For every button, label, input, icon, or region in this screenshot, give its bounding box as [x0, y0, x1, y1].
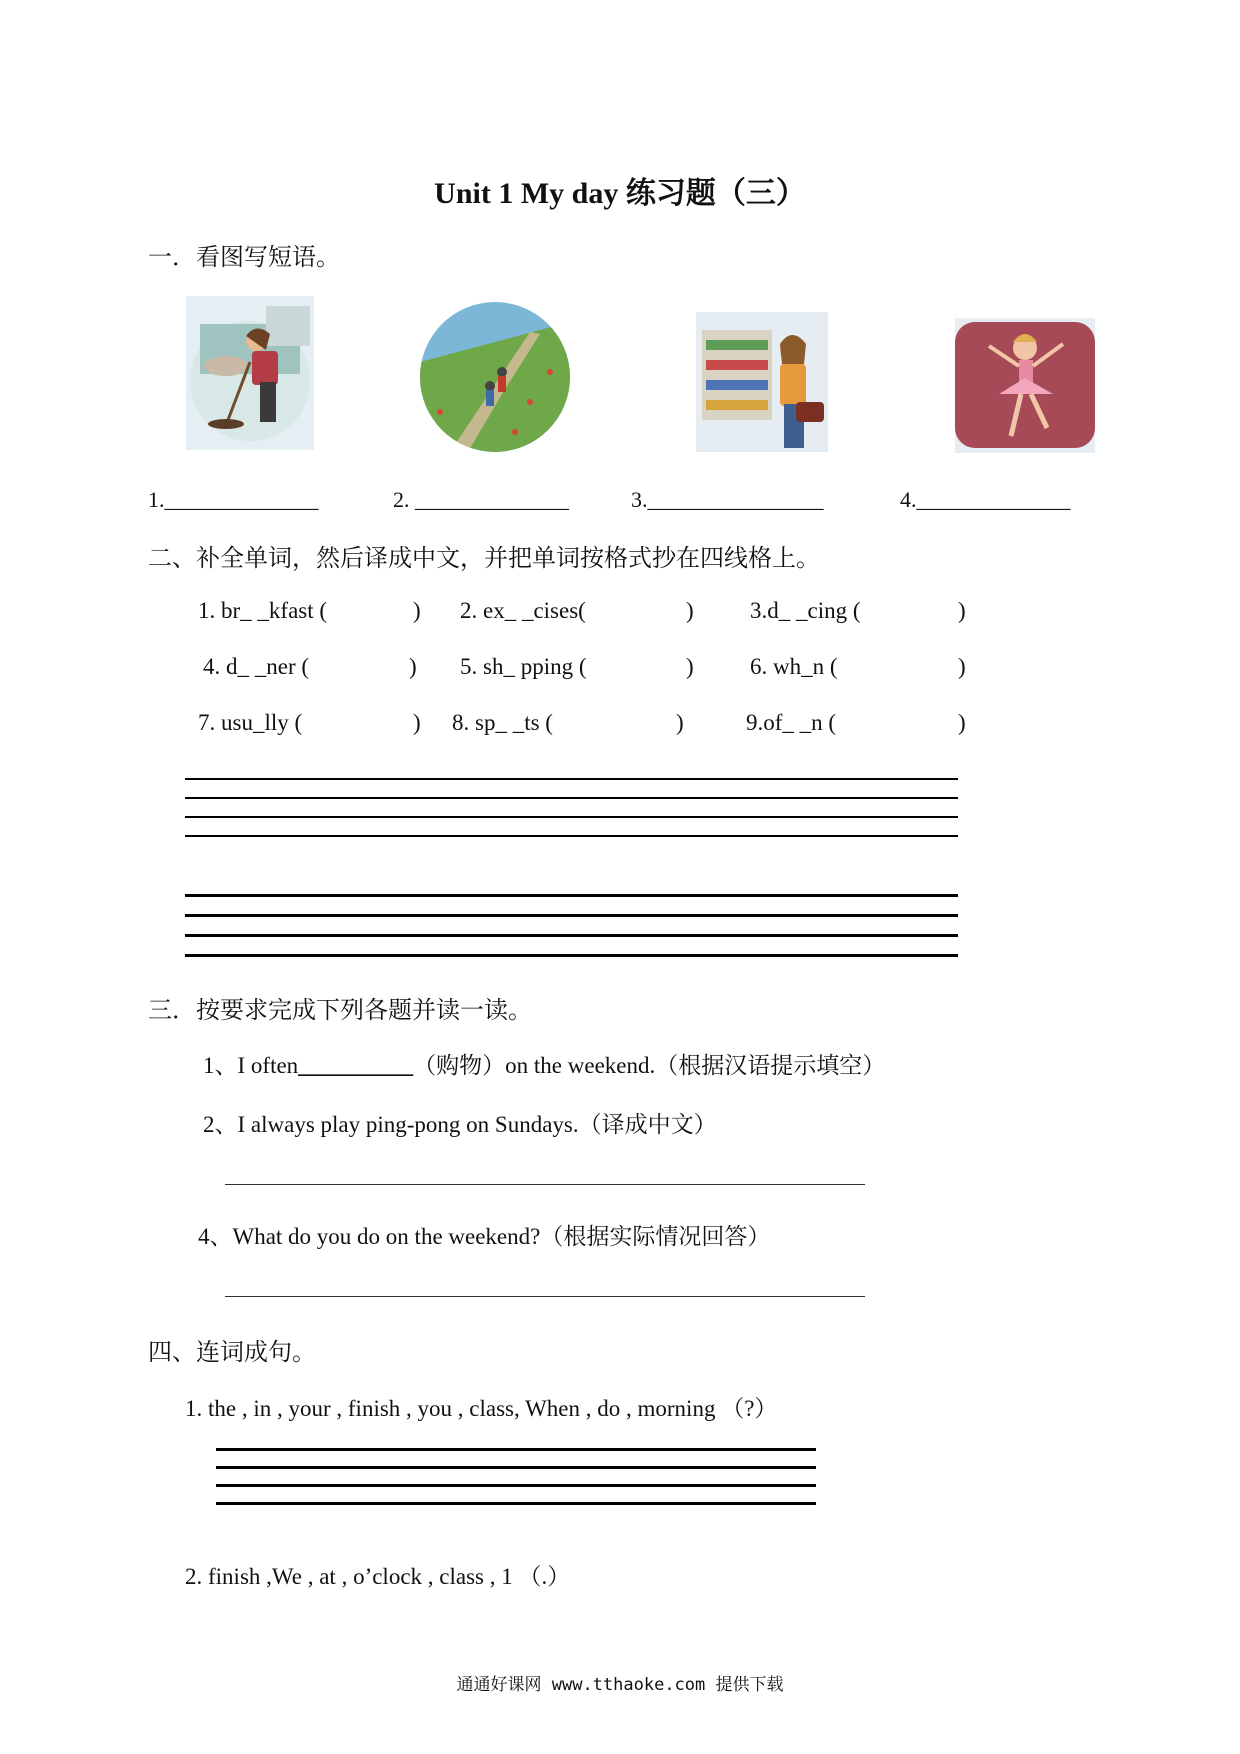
- question-4-2: 2. finish ,We , at , o’clock , class , 1 （.）: [185, 1564, 571, 1589]
- page-title: Unit 1 My day 练习题（三）: [434, 177, 806, 210]
- answer-blank-4[interactable]: 4.______________: [900, 487, 1071, 512]
- word-item-8: 8. sp_ _ts (: [452, 710, 553, 735]
- section3-heading: 三．按要求完成下列各题并读一读。: [148, 996, 532, 1024]
- answer-blank-3[interactable]: 3.________________: [631, 487, 824, 512]
- paren-close: ): [413, 598, 421, 623]
- word-item-5: 5. sh_ pping (: [460, 654, 587, 679]
- paren-close: ): [686, 654, 694, 679]
- four-line-grid[interactable]: [185, 894, 958, 974]
- paren-close: ): [958, 710, 966, 735]
- question-4-1: 1. the , in , your , finish , you , class, When , do , morning （?）: [185, 1396, 778, 1421]
- question-text: 1、I often: [203, 1053, 299, 1078]
- four-line-grid[interactable]: [216, 1448, 816, 1522]
- word-item-6: 6. wh_n (: [750, 654, 838, 679]
- paren-close: ): [958, 654, 966, 679]
- answer-blank-1[interactable]: 1.______________: [148, 487, 319, 512]
- word-item-1: 1. br_ _kfast (: [198, 598, 328, 623]
- paren-close: ): [409, 654, 417, 679]
- section4-heading: 四、连词成句。: [148, 1338, 316, 1366]
- paren-close: ): [413, 710, 421, 735]
- answer-line[interactable]: [225, 1296, 865, 1297]
- word-item-4: 4. d_ _ner (: [203, 654, 310, 679]
- answer-blank-2[interactable]: 2. ______________: [393, 487, 569, 512]
- footer-text: 通通好课网 www.tthaoke.com 提供下载: [456, 1675, 784, 1695]
- answer-line[interactable]: [225, 1184, 865, 1185]
- question-3-4: 4、What do you do on the weekend?（根据实际情况回答）: [198, 1224, 771, 1249]
- paren-close: ): [676, 710, 684, 735]
- section2-heading: 二、补全单词，然后译成中文，并把单词按格式抄在四线格上。: [148, 544, 820, 572]
- word-item-3: 3.d_ _cing (: [750, 598, 861, 623]
- word-item-7: 7. usu_lly (: [198, 710, 303, 735]
- word-item-9: 9.of_ _n (: [746, 710, 837, 735]
- girl-mopping-floor-icon: [186, 296, 314, 450]
- girl-ballet-dancing-icon: [955, 318, 1095, 453]
- children-climbing-mountain-icon: [420, 302, 570, 452]
- paren-close: ): [958, 598, 966, 623]
- question-3-1: [203, 1047, 885, 1080]
- four-line-grid[interactable]: [185, 778, 958, 854]
- fill-blank[interactable]: __________: [298, 1053, 414, 1078]
- girl-shopping-supermarket-icon: [696, 312, 828, 452]
- question-text: （购物）on the weekend.（根据汉语提示填空）: [413, 1053, 886, 1078]
- word-item-2: 2. ex_ _cises(: [460, 598, 586, 623]
- question-3-2: 2、I always play ping-pong on Sundays.（译成中文）: [203, 1112, 717, 1137]
- section1-heading: 一．看图写短语。: [148, 243, 340, 271]
- paren-close: ): [686, 598, 694, 623]
